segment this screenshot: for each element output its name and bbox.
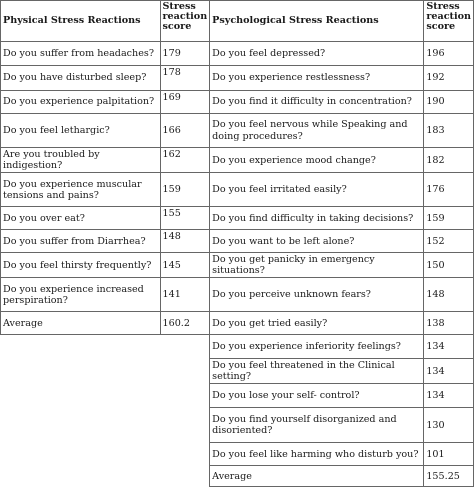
psychological-score-cell: 138 xyxy=(424,312,474,335)
psychological-score-cell: 101 xyxy=(424,443,474,466)
psychological-question-cell: Do you want to be left alone? xyxy=(210,230,424,253)
physical-question-cell: Do you experience muscular tensions and pains? xyxy=(1,173,161,207)
psychological-question-cell: Do you perceive unknown fears? xyxy=(210,278,424,312)
psychological-question-cell: Do you experience inferiority feelings? xyxy=(210,335,424,359)
empty-cell xyxy=(160,384,210,408)
psychological-question-cell: Do you experience restlessness? xyxy=(210,66,424,91)
physical-question-cell: Do you have disturbed sleep? xyxy=(1,66,161,91)
psychological-score-cell: 159 xyxy=(424,207,474,230)
table-row xyxy=(1,384,474,408)
physical-header: Physical Stress Reactions xyxy=(1,1,161,42)
physical-score-cell: 141 xyxy=(160,278,210,312)
empty-cell xyxy=(160,466,210,487)
psychological-score-cell: 182 xyxy=(424,148,474,173)
psychological-question-cell: Do you feel irritated easily? xyxy=(210,173,424,207)
table-row xyxy=(1,173,474,207)
psychological-score-cell: 183 xyxy=(424,114,474,148)
psychological-question-cell: Do you lose your self- control? xyxy=(210,384,424,408)
psychological-header: Psychological Stress Reactions xyxy=(210,1,424,42)
empty-cell xyxy=(160,335,210,359)
empty-cell xyxy=(1,466,161,487)
physical-score-cell: 162 xyxy=(160,148,210,173)
table-row xyxy=(1,359,474,384)
table-row xyxy=(1,114,474,148)
psychological-question-cell: Do you find it difficulty in concentration? xyxy=(210,91,424,114)
table-row xyxy=(1,66,474,91)
psychological-question-cell: Do you feel threatened in the Clinical setting? xyxy=(210,359,424,384)
physical-question-cell: Do you suffer from headaches? xyxy=(1,42,161,66)
table-row xyxy=(1,230,474,253)
psychological-score-header: Stress reaction score xyxy=(424,1,474,42)
psychological-score-cell: 148 xyxy=(424,278,474,312)
psychological-question-cell: Do you find yourself disorganized and disoriented? xyxy=(210,408,424,443)
psychological-score-cell: 176 xyxy=(424,173,474,207)
psychological-question-cell: Average xyxy=(210,466,424,487)
physical-score-cell: 155 xyxy=(160,207,210,230)
psychological-score-cell: 134 xyxy=(424,335,474,359)
table-row xyxy=(1,148,474,173)
empty-cell xyxy=(1,335,161,359)
physical-question-cell: Do you experience increased perspiration? xyxy=(1,278,161,312)
psychological-score-cell: 190 xyxy=(424,91,474,114)
psychological-score-cell: 134 xyxy=(424,384,474,408)
psychological-score-cell: 134 xyxy=(424,359,474,384)
table-row xyxy=(1,253,474,278)
table-row xyxy=(1,466,474,487)
empty-cell xyxy=(160,408,210,443)
physical-score-cell: 145 xyxy=(160,253,210,278)
physical-question-cell: Do you feel lethargic? xyxy=(1,114,161,148)
psychological-score-cell: 192 xyxy=(424,66,474,91)
physical-score-cell: 166 xyxy=(160,114,210,148)
psychological-question-cell: Do you find difficulty in taking decisions? xyxy=(210,207,424,230)
psychological-question-cell: Do you get panicky in emergency situations? xyxy=(210,253,424,278)
physical-score-cell: 160.2 xyxy=(160,312,210,335)
physical-question-cell: Do you experience palpitation? xyxy=(1,91,161,114)
physical-question-cell: Average xyxy=(1,312,161,335)
physical-question-cell: Do you over eat? xyxy=(1,207,161,230)
table-row xyxy=(1,312,474,335)
empty-cell xyxy=(1,384,161,408)
psychological-question-cell: Do you feel nervous while Speaking and doing procedures? xyxy=(210,114,424,148)
psychological-question-cell: Do you feel depressed? xyxy=(210,42,424,66)
table-row xyxy=(1,207,474,230)
physical-score-cell: 178 xyxy=(160,66,210,91)
psychological-score-cell: 152 xyxy=(424,230,474,253)
empty-cell xyxy=(1,443,161,466)
psychological-score-cell: 196 xyxy=(424,42,474,66)
table-row xyxy=(1,408,474,443)
table-row xyxy=(1,91,474,114)
psychological-question-cell: Do you feel like harming who disturb you? xyxy=(210,443,424,466)
physical-score-cell: 159 xyxy=(160,173,210,207)
physical-score-cell: 179 xyxy=(160,42,210,66)
psychological-question-cell: Do you get tried easily? xyxy=(210,312,424,335)
header-row xyxy=(1,1,474,42)
physical-score-cell: 169 xyxy=(160,91,210,114)
physical-question-cell: Do you feel thirsty frequently? xyxy=(1,253,161,278)
psychological-score-cell: 130 xyxy=(424,408,474,443)
physical-score-cell: 148 xyxy=(160,230,210,253)
psychological-score-cell: 150 xyxy=(424,253,474,278)
empty-cell xyxy=(160,359,210,384)
table-row xyxy=(1,335,474,359)
psychological-score-cell: 155.25 xyxy=(424,466,474,487)
physical-question-cell: Are you troubled by indigestion? xyxy=(1,148,161,173)
table-row xyxy=(1,443,474,466)
physical-question-cell: Do you suffer from Diarrhea? xyxy=(1,230,161,253)
physical-score-header: Stress reaction score xyxy=(160,1,210,42)
psychological-question-cell: Do you experience mood change? xyxy=(210,148,424,173)
empty-cell xyxy=(1,408,161,443)
empty-cell xyxy=(160,443,210,466)
table-row xyxy=(1,42,474,66)
empty-cell xyxy=(1,359,161,384)
table-row xyxy=(1,278,474,312)
